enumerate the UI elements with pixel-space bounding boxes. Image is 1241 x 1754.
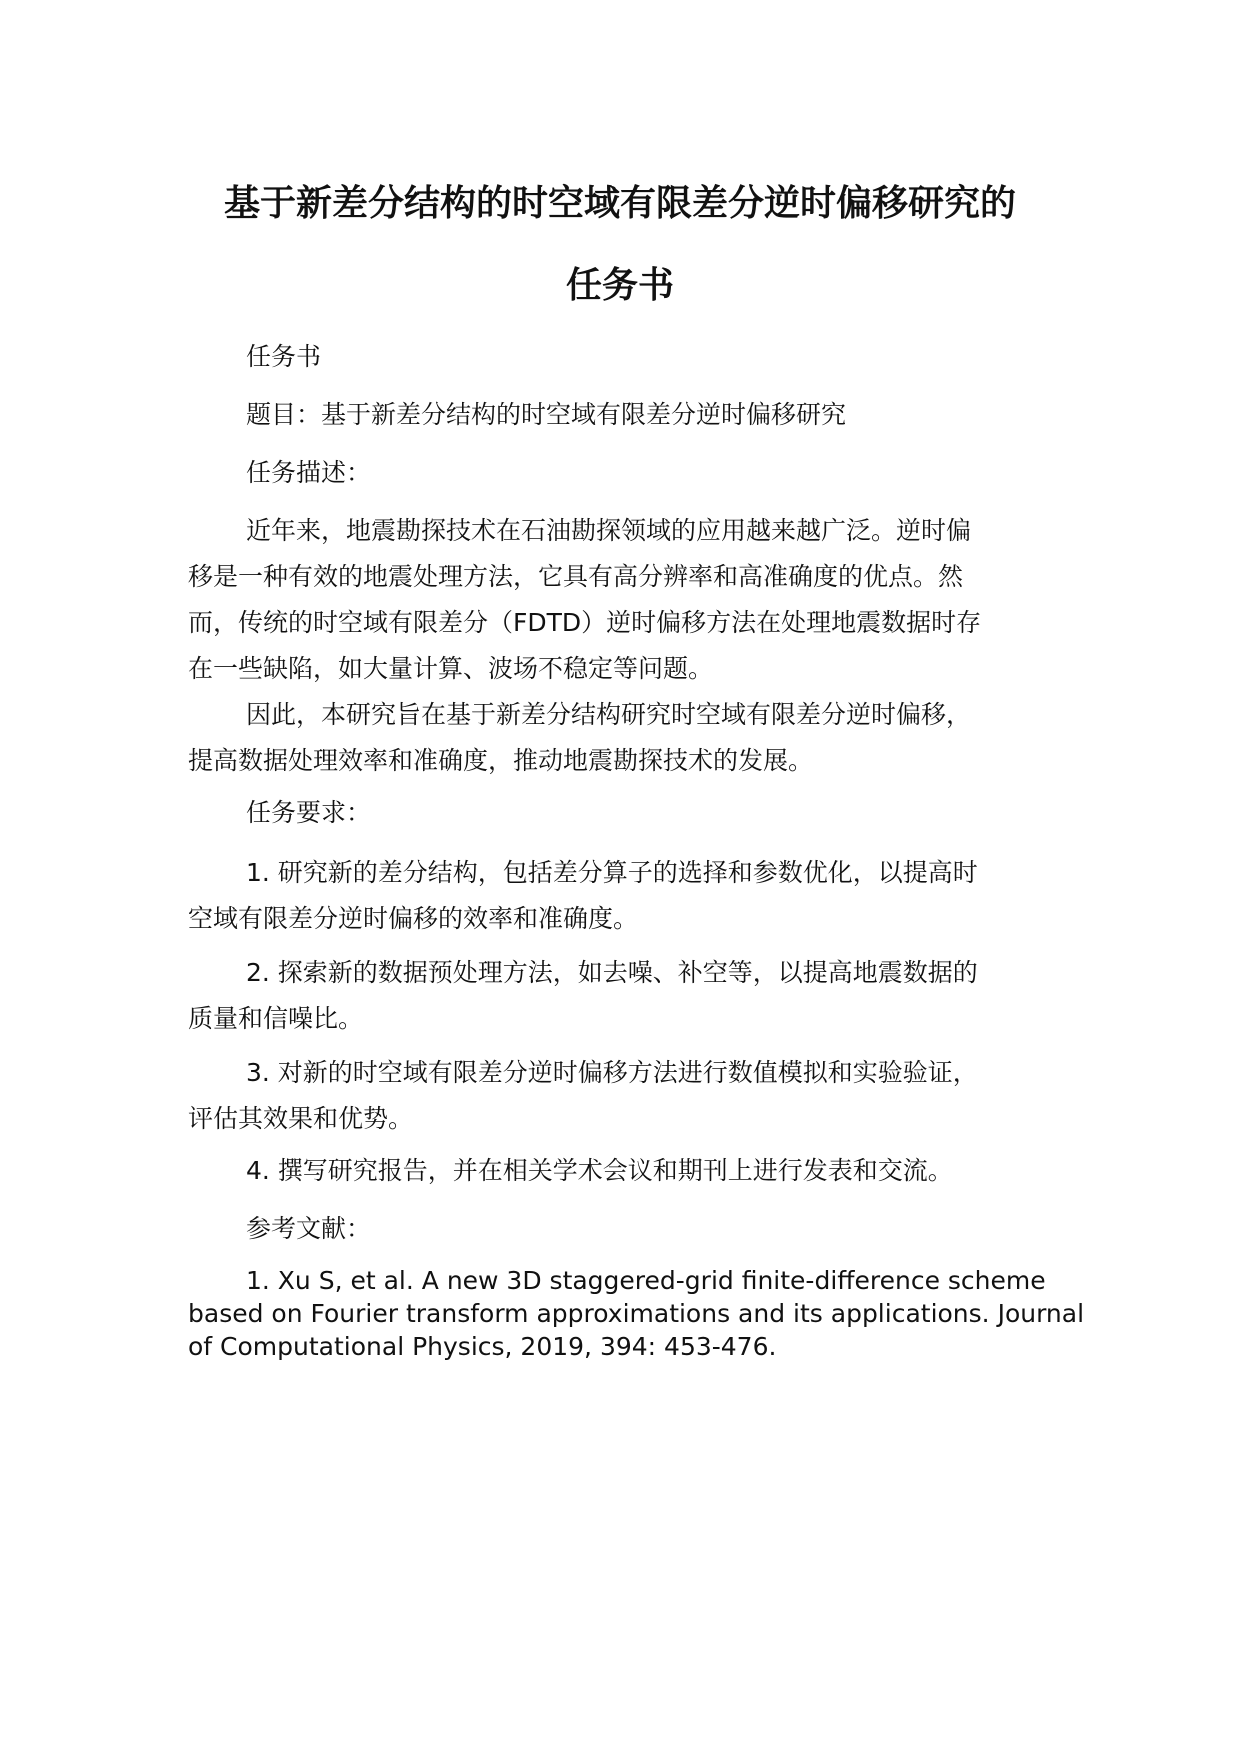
requirement-item-3 [188,1050,1048,1142]
topic-line: 题目：基于新差分结构的时空域有限差分逆时偏移研究 [246,400,847,429]
description-p1-line-4: 在一些缺陷，如大量计算、波场不稳定等问题。 [188,654,714,683]
description-paragraph-2 [188,692,1048,784]
requirement-item-2 [188,950,1048,1042]
requirement-3-line-1: 3. 对新的时空域有限差分逆时偏移方法进行数值模拟和实验验证， [246,1058,978,1087]
reference-1-line-2: based on Fourier transform approximations and its applications. Journal [188,1299,1085,1328]
description-paragraph-1 [188,508,1048,692]
description-p2-line-2: 提高数据处理效率和准确度，推动地震勘探技术的发展。 [188,746,814,775]
requirement-1-line-2: 空域有限差分逆时偏移的效率和准确度。 [188,904,639,933]
requirement-3-line-2: 评估其效果和优势。 [188,1104,414,1133]
requirement-item-4: 4. 撰写研究报告，并在相关学术会议和期刊上进行发表和交流。 [246,1156,953,1185]
document-title-line-2: 任务书 [565,265,674,306]
description-p1-line-3: 而，传统的时空域有限差分（FDTD）逆时偏移方法在处理地震数据时存 [188,608,982,637]
task-book-heading: 任务书 [246,342,322,371]
document-title-line-1: 基于新差分结构的时空域有限差分逆时偏移研究的 [223,183,1016,224]
reference-1-line-1: 1. Xu S, et al. A new 3D staggered-grid finite-difference scheme [246,1266,1046,1295]
requirement-2-line-1: 2. 探索新的数据预处理方法，如去噪、补空等，以提高地震数据的 [246,958,978,987]
requirements-heading: 任务要求： [246,798,372,827]
requirement-2-line-2: 质量和信噪比。 [188,1004,364,1033]
description-p1-line-2: 移是一种有效的地震处理方法，它具有高分辨率和高准确度的优点。然 [188,562,964,591]
description-p2-line-1: 因此，本研究旨在基于新差分结构研究时空域有限差分逆时偏移， [246,700,972,729]
references-heading: 参考文献： [246,1214,372,1243]
description-heading: 任务描述： [246,458,372,487]
requirement-1-line-1: 1. 研究新的差分结构，包括差分算子的选择和参数优化，以提高时 [246,858,978,887]
reference-1-line-3: of Computational Physics, 2019, 394: 453-476. [188,1332,777,1361]
description-p1-line-1: 近年来，地震勘探技术在石油勘探领域的应用越来越广泛。逆时偏 [246,516,972,545]
requirement-item-1 [188,850,1048,942]
reference-item-1 [188,1264,1085,1363]
